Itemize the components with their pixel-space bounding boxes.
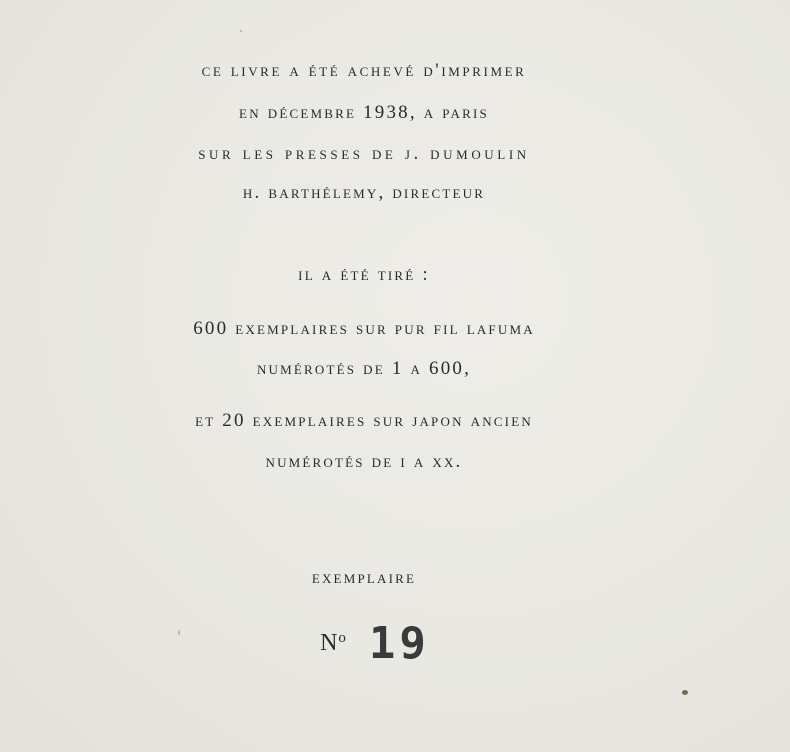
copy-number-row: [0, 618, 750, 669]
paper-speck: [178, 630, 180, 635]
colophon-line-4: h. barthélemy, directeur: [242, 182, 486, 203]
number-prefix-superscript: o: [338, 630, 347, 646]
copy-label: exemplaire: [311, 567, 417, 588]
number-prefix: [320, 630, 347, 656]
paper-speck: [682, 690, 688, 695]
print-run-heading: il a été tiré :: [298, 264, 430, 285]
edition-line-2: numérotés de 1 a 600,: [256, 358, 472, 379]
edition-line-3: et 20 exemplaires sur japon ancien: [195, 410, 533, 431]
colophon-line-1: ce livre a été achevé d'imprimer: [201, 60, 527, 81]
paper-speck: [240, 30, 242, 32]
edition-line-1: 600 exemplaires sur pur fil lafuma: [193, 318, 535, 339]
stamped-copy-number: 19: [368, 618, 430, 669]
edition-line-4: numérotés de i a xx.: [265, 451, 463, 472]
number-prefix-letter: N: [320, 630, 339, 656]
colophon-line-3: sur les presses de j. dumoulin: [198, 143, 530, 164]
colophon-line-2: en décembre 1938, a paris: [239, 102, 489, 123]
